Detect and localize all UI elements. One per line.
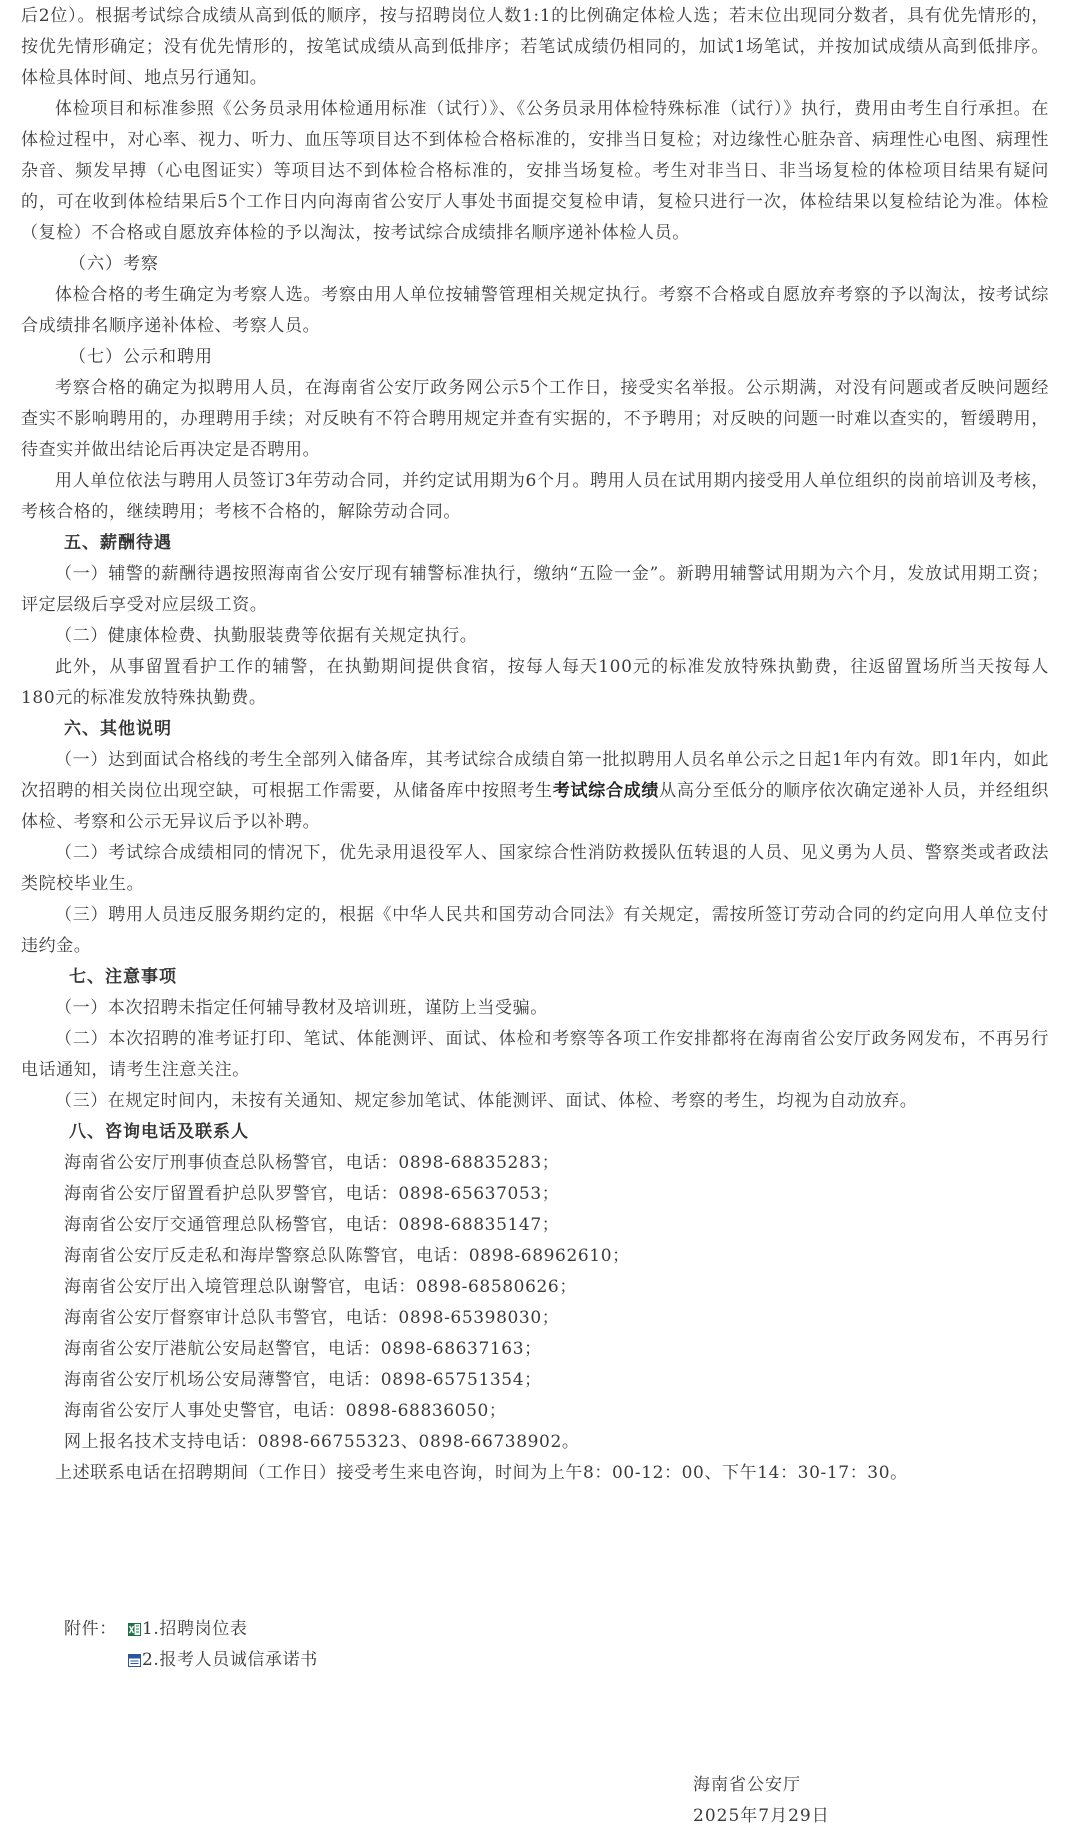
contact-item: 海南省公安厅留置看护总队罗警官，电话：0898-65637053； xyxy=(64,1184,560,1204)
contact-item: 海南省公安厅港航公安局赵警官，电话：0898-68637163； xyxy=(64,1339,542,1359)
contact-item: 海南省公安厅出入境管理总队谢警官，电话：0898-68580626； xyxy=(64,1277,577,1297)
paragraph-other-3: （三）聘用人员违反服务期约定的，根据《中华人民共和国劳动合同法》有关规定，需按所签订劳动合同的约定向用人单位支付违约金。 xyxy=(21,905,1049,956)
contact-item: 海南省公安厅督察审计总队韦警官，电话：0898-65398030； xyxy=(64,1308,560,1328)
contact-item: 海南省公安厅交通管理总队杨警官，电话：0898-68835147； xyxy=(64,1215,560,1235)
attachment-row xyxy=(64,1614,318,1645)
paragraph-salary-3: 此外，从事留置看护工作的辅警，在执勤期间提供食宿，按每人每天100元的标准发放特殊执勤费，往返留置场所当天按每人180元的标准发放特殊执勤费。 xyxy=(21,657,1049,708)
paragraph-contract: 用人单位依法与聘用人员签订3年劳动合同，并约定试用期为6个月。聘用人员在试用期内接受用人单位组织的岗前培训及考核，考核合格的，继续聘用；考核不合格的，解除劳动合同。 xyxy=(21,471,1049,522)
paragraph-exam-ranking: 后2位）。根据考试综合成绩从高到低的顺序，按与招聘岗位人数1:1的比例确定体检人选；若末位出现同分数者，具有优先情形的，按优先情形确定；没有优先情形的，按笔试成绩从高到低排序；若笔试成绩仍相同的，加试1场笔试，并按加试成绩从高到低排序。体检具体时间、地点另行通知。 xyxy=(21,6,1049,88)
excel-file-icon xyxy=(128,1623,141,1636)
paragraph-notes-2: （二）本次招聘的准考证打印、笔试、体能测评、面试、体检和考察等各项工作安排都将在海南省公安厅政务网发布，不再另行电话通知，请考生注意关注。 xyxy=(21,1029,1049,1080)
section-heading-salary: 五、薪酬待遇 xyxy=(64,533,172,553)
contact-list xyxy=(21,1148,1049,1458)
attachments-label: 附件： xyxy=(64,1619,117,1639)
paragraph-other-1 xyxy=(21,745,1049,838)
contact-item: 海南省公安厅刑事侦查总队杨警官，电话：0898-68835283； xyxy=(64,1153,560,1173)
paragraph-inspection: 体检合格的考生确定为考察人选。考察由用人单位按辅警管理相关规定执行。考察不合格或自愿放弃考察的予以淘汰，按考试综合成绩排名顺序递补体检、考察人员。 xyxy=(21,285,1049,336)
attachment-row xyxy=(64,1645,318,1676)
section-heading-notes: 七、注意事项 xyxy=(69,967,177,987)
subheading-publicity: （七）公示和聘用 xyxy=(69,347,213,367)
word-file-icon xyxy=(128,1654,141,1667)
attachment-link-position-table[interactable]: 1.招聘岗位表 xyxy=(142,1619,248,1639)
paragraph-publicity: 考察合格的确定为拟聘用人员，在海南省公安厅政务网公示5个工作日，接受实名举报。公示期满，对没有问题或者反映问题经查实不影响聘用的，办理聘用手续；对反映有不符合聘用规定并查有实据的，不予聘用；对反映的问题一时难以查实的，暂缓聘用，待查实并做出结论后再决定是否聘用。 xyxy=(21,378,1049,460)
attachment-link-integrity-pledge[interactable]: 2.报考人员诚信承诺书 xyxy=(142,1650,318,1670)
paragraph-physical-exam: 体检项目和标准参照《公务员录用体检通用标准（试行）》、《公务员录用体检特殊标准（试行）》执行，费用由考生自行承担。在体检过程中，对心率、视力、听力、血压等项目达不到体检合格标准的，安排当日复检；对边缘性心脏杂音、病理性心电图、病理性杂音、频发早搏（心电图证实）等项目达不到体检合格标准的，安排当场复检。考生对非当日、非当场复检的体检项目结果有疑问的，可在收到体检结果后5个工作日内向海南省公安厅人事处书面提交复检申请，复检只进行一次，体检结果以复检结论为准。体检（复检）不合格或自愿放弃体检的予以淘汰，按考试综合成绩排名顺序递补体检人员。 xyxy=(21,99,1049,243)
contact-item: 网上报名技术支持电话：0898-66755323、0898-66738902。 xyxy=(64,1432,580,1452)
signature-organization: 海南省公安厅 xyxy=(693,1775,801,1795)
paragraph-other-1-part-a: （一）达到面试合格线的考生全部列入储备库，其考试综合成绩自第一批拟聘用人员名单公示之日起1年内有效。即1年内，如此次招聘的相关岗位出现空缺，可根据工作需要，从储备库中按照考生 xyxy=(21,750,1049,801)
contact-item: 海南省公安厅机场公安局薄警官，电话：0898-65751354； xyxy=(64,1370,542,1390)
paragraph-notes-1: （一）本次招聘未指定任何辅导教材及培训班，谨防上当受骗。 xyxy=(55,998,548,1018)
paragraph-consult-hours: 上述联系电话在招聘期间（工作日）接受考生来电咨询，时间为上午8：00-12：00、下午14：30-17：30。 xyxy=(55,1463,908,1483)
paragraph-salary-2: （二）健康体检费、执勤服装费等依据有关规定执行。 xyxy=(55,626,478,646)
contact-item: 海南省公安厅反走私和海岸警察总队陈警官，电话：0898-68962610； xyxy=(64,1246,630,1266)
article-body xyxy=(21,1,1049,1489)
paragraph-other-2: （二）考试综合成绩相同的情况下，优先录用退役军人、国家综合性消防救援队伍转退的人员、见义勇为人员、警察类或者政法类院校毕业生。 xyxy=(21,843,1049,894)
attachments-section xyxy=(64,1614,318,1676)
paragraph-notes-3: （三）在规定时间内，未按有关通知、规定参加笔试、体能测评、面试、体检、考察的考生，均视为自动放弃。 xyxy=(55,1091,918,1111)
signature-block xyxy=(693,1770,830,1832)
section-heading-contacts: 八、咨询电话及联系人 xyxy=(69,1122,249,1142)
subheading-inspection: （六）考察 xyxy=(69,254,159,274)
section-heading-other: 六、其他说明 xyxy=(64,719,172,739)
signature-date: 2025年7月29日 xyxy=(693,1806,830,1826)
bold-phrase-exam-score: 考试综合成绩 xyxy=(552,781,660,801)
paragraph-salary-1: （一）辅警的薪酬待遇按照海南省公安厅现有辅警标准执行，缴纳“五险一金”。新聘用辅警试用期为六个月，发放试用期工资；评定层级后享受对应层级工资。 xyxy=(21,564,1049,615)
contact-item: 海南省公安厅人事处史警官，电话：0898-68836050； xyxy=(64,1401,507,1421)
paragraph-other-1-part-b: 从高分至低分的顺序依次确定递补人员，并经组织体检、考察和公示无异议后予以补聘。 xyxy=(21,781,1049,832)
